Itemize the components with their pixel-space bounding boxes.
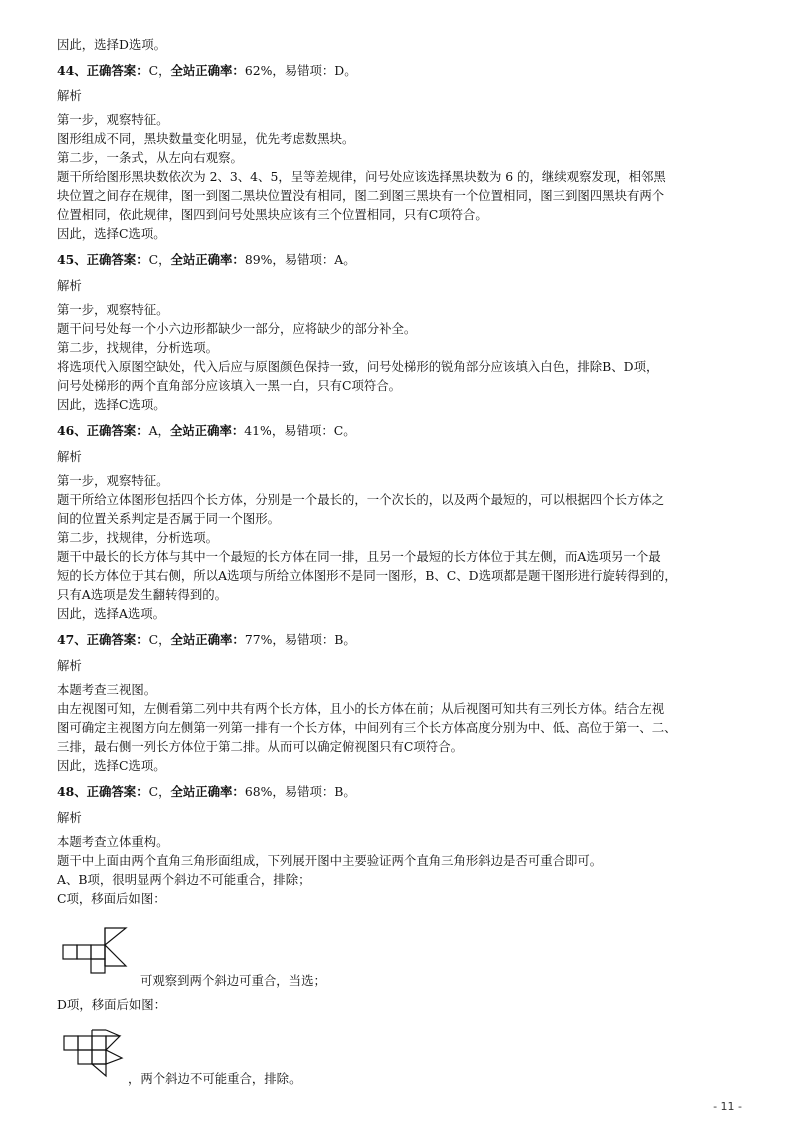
text-line: D项，移面后如图：: [57, 997, 167, 1012]
answer-label: 正确答案：: [86, 632, 149, 647]
question-number: 48、: [57, 784, 87, 799]
text-line: 第二步，找规律，分析选项。: [57, 340, 219, 355]
text-line: 由左视图可知，左侧看第二列中共有两个长方体，且小的长方体在前；从后视图可知共有三列长方体。结合左视: [57, 701, 665, 716]
answer-value: C，: [148, 632, 171, 647]
text-line: 第一步，观察特征。: [57, 473, 169, 488]
text-line: C项，移面后如图：: [57, 891, 166, 906]
text-line: 因此，选择D选项。: [57, 37, 167, 52]
answer-label: 正确答案：: [86, 63, 149, 78]
net-square: [78, 1036, 92, 1050]
answer-header-46: [57, 422, 757, 440]
answer-header-45: [57, 251, 757, 269]
text-line: 因此，选择C选项。: [57, 226, 166, 241]
answer-value: A，: [148, 423, 170, 438]
net-triangle: [105, 928, 126, 945]
net-triangle: [92, 1064, 106, 1076]
text-line: 问号处梯形的两个直角部分应该填入一黑一白，只有C项符合。: [57, 378, 402, 393]
text-line: 本题考查立体重构。: [57, 834, 169, 849]
text-line: 第二步，一条式，从左向右观察。: [57, 150, 243, 165]
net-square: [91, 945, 105, 959]
question-number: 47、: [57, 632, 87, 647]
analysis-label: 解析: [57, 810, 82, 825]
answer-value: C，: [148, 63, 171, 78]
text-line: 题干问号处每一个小六边形都缺少一部分，应将缺少的部分补全。: [57, 321, 417, 336]
text-line: 图可确定主视图方向左侧第一列第一排有一个长方体，中间列有三个长方体高度分别为中、低、高位于第一、二、: [57, 720, 677, 735]
text-line: 短的长方体位于其右侧，所以A选项与所给立体图形不是同一图形，B、C、D选项都是题干图形进行旋转得到的，: [57, 568, 677, 583]
answer-header-47: [57, 631, 757, 649]
rate-value: 68%，易错项：B。: [244, 784, 356, 799]
rate-value: 77%，易错项：B。: [244, 632, 356, 647]
net-square: [78, 1050, 92, 1064]
analysis-label: 解析: [57, 278, 82, 293]
text-line: 第一步，观察特征。: [57, 302, 169, 317]
text-line: 题干中最长的长方体与其中一个最短的长方体在同一排，且另一个最短的长方体位于其左侧，而A选项另一个最: [57, 549, 661, 564]
text-line: 间的位置关系判定是否属于同一个图形。: [57, 511, 281, 526]
answer-header-48: [57, 783, 757, 801]
analysis-label: 解析: [57, 88, 82, 103]
rate-value: 41%，易错项：C。: [244, 423, 356, 438]
option-d-caption: ，两个斜边不可能重合，排除。: [128, 1071, 302, 1086]
net-square: [92, 1036, 106, 1050]
rate-value: 89%，易错项：A。: [244, 252, 356, 267]
analysis-label: 解析: [57, 658, 82, 673]
net-edge: [106, 1030, 120, 1036]
text-line: 只有A选项是发生翻转得到的。: [57, 587, 228, 602]
text-line: 因此，选择A选项。: [57, 606, 166, 621]
net-square: [77, 945, 91, 959]
question-number: 46、: [57, 423, 87, 438]
net-square: [64, 1036, 78, 1050]
text-line: 题干所给图形黑块数依次为 2、3、4、5，呈等差规律，问号处应该选择黑块数为 6 的，继续观察发现，相邻黑: [57, 169, 666, 184]
text-line: A、B项，很明显两个斜边不可能重合，排除；: [57, 872, 311, 887]
text-line: 位置相同，依此规律，图四到问号处黑块应该有三个位置相同，只有C项符合。: [57, 207, 488, 222]
option-c-net-figure: [62, 925, 134, 981]
answer-label: 正确答案：: [86, 784, 149, 799]
rate-label: 全站正确率：: [170, 63, 245, 78]
rate-label: 全站正确率：: [170, 632, 245, 647]
option-c-caption: 可观察到两个斜边可重合，当选；: [140, 973, 326, 988]
answer-header-44: [57, 62, 757, 80]
text-line: 三排，最右侧一列长方体位于第二排。从而可以确定俯视图只有C项符合。: [57, 739, 463, 754]
text-line: 本题考查三视图。: [57, 682, 157, 697]
rate-value: 62%，易错项：D。: [244, 63, 357, 78]
answer-label: 正确答案：: [86, 423, 149, 438]
text-line: 第二步，找规律，分析选项。: [57, 530, 219, 545]
rate-label: 全站正确率：: [170, 784, 245, 799]
analysis-label: 解析: [57, 449, 82, 464]
text-line: 题干所给立体图形包括四个长方体，分别是一个最长的，一个次长的，以及两个最短的，可以根据四个长方体之: [57, 492, 665, 507]
text-line: 块位置之间存在规律，图一到图二黑块位置没有相同，图二到图三黑块有一个位置相同，图三到图四黑块有两个: [57, 188, 665, 203]
question-number: 44、: [57, 63, 87, 78]
text-line: 因此，选择C选项。: [57, 758, 166, 773]
rate-label: 全站正确率：: [170, 252, 245, 267]
text-line: 题干中上面由两个直角三角形面组成，下列展开图中主要验证两个直角三角形斜边是否可重合即可。: [57, 853, 603, 868]
answer-value: C，: [148, 784, 171, 799]
net-square: [63, 945, 77, 959]
text-line: 将选项代入原图空缺处，代入后应与原图颜色保持一致，问号处梯形的锐角部分应该填入白色，排除B、D项，: [57, 359, 659, 374]
page-number: - 11 -: [713, 1100, 742, 1113]
answer-value: C，: [148, 252, 171, 267]
net-triangle: [105, 945, 126, 966]
net-square: [92, 1050, 106, 1064]
text-line: 图形组成不同，黑块数量变化明显，优先考虑数黑块。: [57, 131, 355, 146]
text-line: 第一步，观察特征。: [57, 112, 169, 127]
net-triangle: [106, 1050, 122, 1064]
question-number: 45、: [57, 252, 87, 267]
net-triangle: [106, 1036, 120, 1050]
net-square: [91, 959, 105, 973]
text-line: 因此，选择C选项。: [57, 397, 166, 412]
rate-label: 全站正确率：: [169, 423, 245, 438]
answer-label: 正确答案：: [86, 252, 149, 267]
